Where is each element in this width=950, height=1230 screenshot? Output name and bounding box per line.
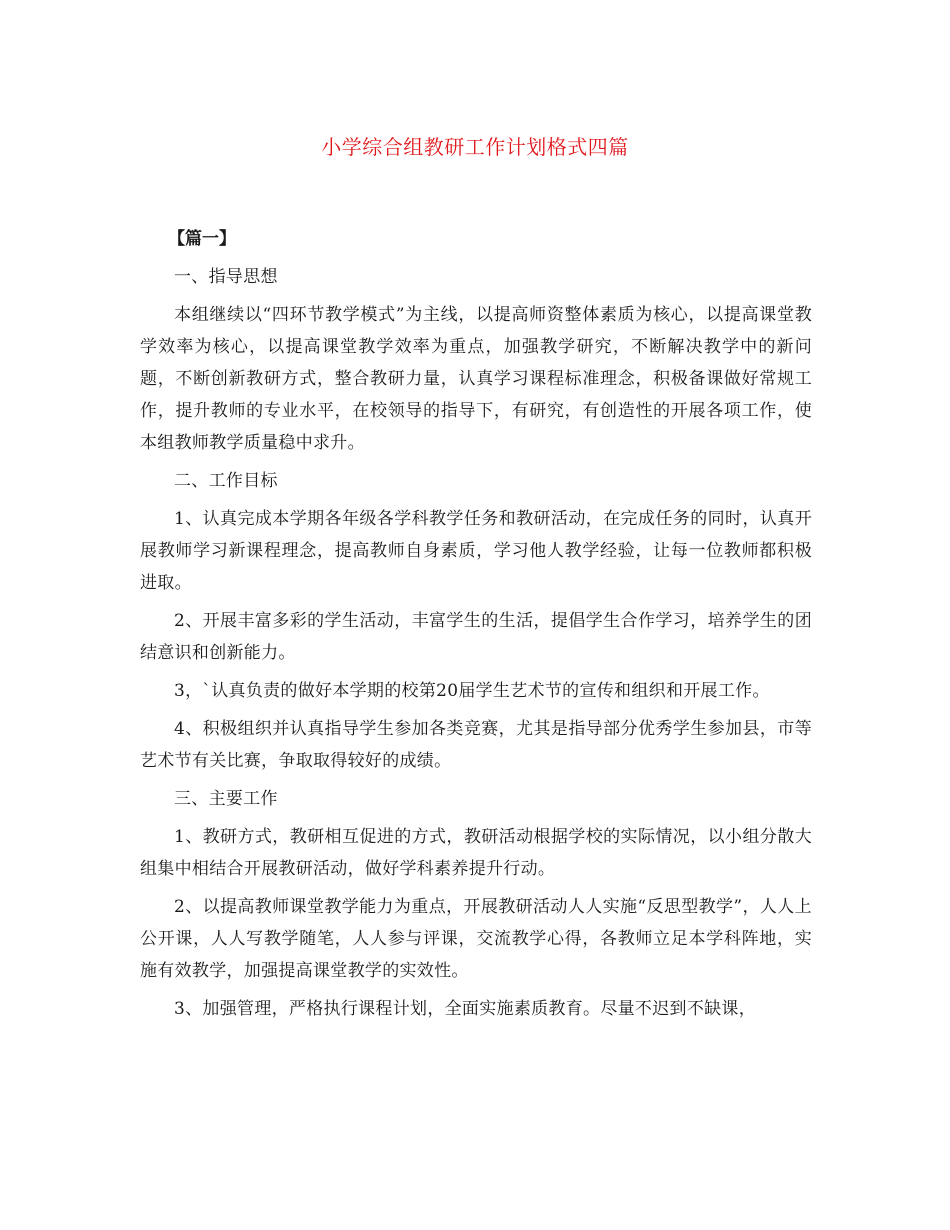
paragraph-work-1: 1、教研方式，教研相互促进的方式，教研活动根据学校的实际情况，以小组分散大组集中相结合开展教研活动，做好学科素养提升行动。 [140, 827, 812, 879]
paragraph-goal-3: 3，`认真负责的做好本学期的校第20届学生艺术节的宣传和组织和开展工作。 [174, 681, 770, 701]
paragraph-goal-2: 2、开展丰富多彩的学生活动，丰富学生的生活，提倡学生合作学习，培养学生的团结意识和创新能力。 [140, 611, 812, 663]
paragraph-goal-1: 1、认真完成本学期各年级各学科教学任务和教研活动，在完成任务的同时，认真开展教师学习新课程理念，提高教师自身素质，学习他人教学经验，让每一位教师都积极进取。 [140, 509, 812, 593]
document-body [140, 223, 812, 1031]
heading-main-work: 三、主要工作 [174, 789, 278, 809]
heading-work-goals: 二、工作目标 [174, 471, 278, 491]
paragraph-goal-4: 4、积极组织并认真指导学生参加各类竞赛，尤其是指导部分优秀学生参加县，市等艺术节有关比赛，争取取得较好的成绩。 [140, 719, 812, 771]
paragraph-work-3: 3、加强管理，严格执行课程计划，全面实施素质教育。尽量不迟到不缺课， [174, 999, 757, 1019]
paragraph-guiding-ideology: 本组继续以“四环节教学模式”为主线，以提高师资整体素质为核心，以提高课堂教学效率为核心，以提高课堂教学效率为重点，加强教学研究，不断解决教学中的新问题，不断创新教研方式，整合教研力量，认真学习课程标准理念，积极备课做好常规工作，提升教师的专业水平，在校领导的指导下，有研究，有创造性的开展各项工作，使本组教师教学质量稳中求升。 [140, 305, 812, 453]
heading-guiding-ideology: 一、指导思想 [174, 267, 278, 287]
section-label: 【篇一】 [168, 229, 236, 249]
paragraph-work-2: 2、以提高教师课堂教学能力为重点，开展教研活动人人实施“反思型教学”，人人上公开课，人人写教学随笔，人人参与评课，交流教学心得，各教师立足本学科阵地，实施有效教学，加强提高课堂教学的实效性。 [140, 897, 812, 981]
document-title: 小学综合组教研工作计划格式四篇 [321, 135, 629, 159]
